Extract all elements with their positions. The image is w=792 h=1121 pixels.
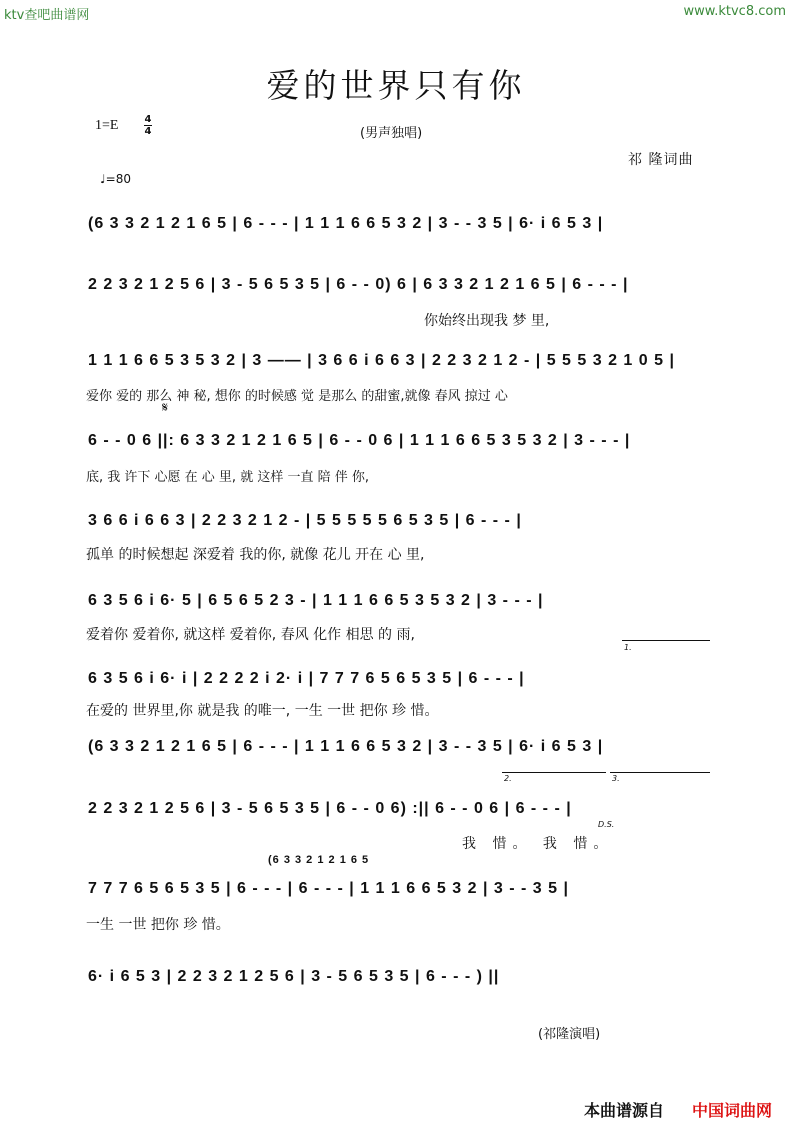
lyric-row-5: 孤单 的时候想起 深爱着 我的你, 就像 花儿 开在 心 里, (86, 547, 425, 563)
score-row-10: 7 7 7 6 5 6 5 3 5 | 6 - - - | 6 - - - | 1 1 1 6 6 5 3 2 | 3 - - 3 5 | (88, 880, 569, 897)
watermark-right: www.ktvc8.com (683, 4, 786, 19)
score-row-3: 1 1 1 6 6 5 3 5 3 2 | 3 —— | 3 6 6 i 6 6 3 | 2 2 3 2 1 2 - | 5 5 5 3 2 1 0 5 | (88, 352, 675, 369)
segno-mark: 𝄋 (162, 400, 169, 416)
lyric-row-4: 底, 我 许下 心愿 在 心 里, 就 这样 一直 陪 伴 你, (86, 470, 369, 485)
volta-2-line (502, 772, 606, 773)
volta-2-label: 2. (504, 774, 512, 783)
tempo: ♩=80 (100, 172, 131, 186)
lyric-row-7: 在爱的 世界里,你 就是我 的唯一, 一生 一世 把你 珍 惜。 (86, 703, 439, 719)
lyric-row-2: 你始终出现我 梦 里, (424, 313, 550, 329)
source-site-link[interactable]: 中国词曲网 (692, 1101, 773, 1120)
ds-mark: D.S. (598, 820, 615, 829)
volta-3-label: 3. (612, 774, 620, 783)
source-label: 本曲谱源自 (584, 1101, 665, 1120)
score-row-9: 2 2 3 2 1 2 5 6 | 3 - 5 6 5 3 5 | 6 - - 0 6) :|| 6 - - 0 6 | 6 - - - | (88, 800, 572, 817)
watermark-left: ktv查吧曲谱网 (4, 8, 90, 23)
subtitle: (男声独唱) (360, 126, 423, 141)
lyric-row-10: 一生 一世 把你 珍 惜。 (86, 917, 230, 933)
song-title: 爱的世界只有你 (266, 66, 526, 105)
small-prelude: (6 3 3 2 1 2 1 6 5 (268, 854, 370, 866)
score-row-11: 6· i 6 5 3 | 2 2 3 2 1 2 5 6 | 3 - 5 6 5 3 5 | 6 - - - ) || (88, 968, 500, 985)
lyric-row-9: 我 惜。 我 惜。 (462, 836, 614, 852)
volta-1-line (622, 640, 710, 641)
key-signature: 1=E (95, 118, 119, 133)
score-row-5: 3 6 6 i 6 6 3 | 2 2 3 2 1 2 - | 5 5 5 5 5 6 5 3 5 | 6 - - - | (88, 512, 522, 529)
score-row-8: (6 3 3 2 1 2 1 6 5 | 6 - - - | 1 1 1 6 6 5 3 2 | 3 - - 3 5 | 6· i 6 5 3 | (88, 738, 604, 755)
lyric-row-6: 爱着你 爱着你, 就这样 爱着你, 春风 化作 相思 的 雨, (86, 627, 415, 643)
time-signature (144, 114, 152, 137)
volta-3-line (610, 772, 710, 773)
score-row-6: 6 3 5 6 i 6· 5 | 6 5 6 5 2 3 - | 1 1 1 6 6 5 3 5 3 2 | 3 - - - | (88, 592, 544, 609)
score-row-1: (6 3 3 2 1 2 1 6 5 | 6 - - - | 1 1 1 6 6 5 3 2 | 3 - - 3 5 | 6· i 6 5 3 | (88, 215, 604, 232)
score-row-2: 2 2 3 2 1 2 5 6 | 3 - 5 6 5 3 5 | 6 - - 0) 6 | 6 3 3 2 1 2 1 6 5 | 6 - - - | (88, 276, 629, 293)
score-row-4: 6 - - 0 6 ||: 6 3 3 2 1 2 1 6 5 | 6 - - 0 6 | 1 1 1 6 6 5 3 5 3 2 | 3 - - - | (88, 432, 631, 449)
score-row-7: 6 3 5 6 i 6· i | 2 2 2 2 i 2· i | 7 7 7 6 5 6 5 3 5 | 6 - - - | (88, 670, 525, 687)
time-top: 4 (144, 114, 152, 125)
credit: 祁 隆词曲 (628, 152, 694, 168)
time-bottom: 4 (144, 126, 152, 137)
singer-credit: (祁隆演唱) (538, 1027, 601, 1042)
lyric-row-3: 爱你 爱的 那么 神 秘, 想你 的时候感 觉 是那么 的甜蜜,就像 春风 掠过 心 (86, 389, 508, 404)
volta-1-label: 1. (624, 643, 632, 652)
